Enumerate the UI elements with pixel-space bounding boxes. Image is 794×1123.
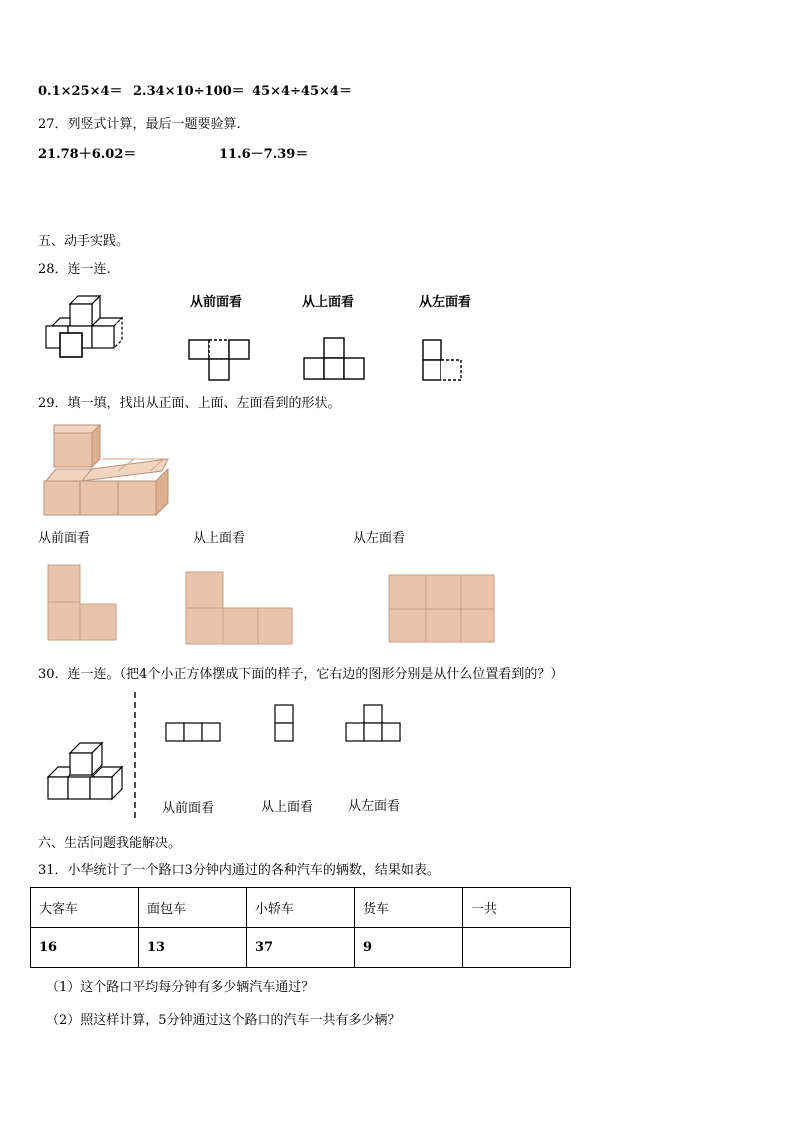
q30-title: 30．连一连。（把4个小正方体摆成下面的样子，它右边的图形分别是从什么位置看到的？） xyxy=(38,667,564,682)
q28-label-front: 从前面看 xyxy=(190,295,243,310)
q29-label-front: 从前面看 xyxy=(38,531,91,546)
q29-view-top xyxy=(186,572,296,646)
q30-view-b xyxy=(274,704,296,744)
q27-title: 27．列竖式计算，最后一题要验算. xyxy=(38,117,241,132)
expr-2: 2.34×10÷100＝ xyxy=(133,84,245,99)
q27-item-2: 11.6－7.39＝ xyxy=(219,147,309,162)
table-cell: 37 xyxy=(247,928,355,968)
table-cell: 面包车 xyxy=(139,888,247,928)
table-cell-total[interactable] xyxy=(463,928,571,968)
table-cell: 9 xyxy=(355,928,463,968)
expr-3: 45×4÷45×4＝ xyxy=(252,84,352,99)
q27-item-1: 21.78＋6.02＝ xyxy=(38,147,137,162)
q30-view-c xyxy=(345,704,403,744)
q30-divider xyxy=(134,692,138,820)
q30-view-a xyxy=(165,722,223,744)
section-six-heading: 六、生活问题我能解决。 xyxy=(38,836,182,851)
q30-cube-figure xyxy=(46,743,126,801)
table-header-row xyxy=(31,888,571,928)
section-five-heading: 五、动手实践。 xyxy=(38,234,130,249)
q30-label-left: 从左面看 xyxy=(348,799,401,814)
table-cell: 小轿车 xyxy=(247,888,355,928)
q28-view-b xyxy=(304,336,368,382)
q31-sub1: （1）这个路口平均每分钟有多少辆汽车通过？ xyxy=(46,980,315,995)
table-cell: 大客车 xyxy=(31,888,139,928)
table-cell: 16 xyxy=(31,928,139,968)
expr-1: 0.1×25×4＝ xyxy=(38,84,123,99)
q29-label-top: 从上面看 xyxy=(193,531,246,546)
q28-label-left: 从左面看 xyxy=(419,295,472,310)
table-cell: 货车 xyxy=(355,888,463,928)
q29-title: 29．填一填，找出从正面、上面、左面看到的形状。 xyxy=(38,396,341,411)
vehicle-count-table xyxy=(30,887,571,968)
q28-view-c xyxy=(421,338,465,382)
table-cell: 一共 xyxy=(463,888,571,928)
table-row xyxy=(31,928,571,968)
table-cell: 13 xyxy=(139,928,247,968)
q28-cube-figure xyxy=(44,296,124,358)
q30-label-front: 从前面看 xyxy=(162,801,215,816)
q29-label-left: 从左面看 xyxy=(353,531,406,546)
q28-label-top: 从上面看 xyxy=(302,295,355,310)
q29-view-front xyxy=(48,565,118,643)
q29-cube-figure xyxy=(44,425,172,517)
q31-title: 31．小华统计了一个路口3分钟内通过的各种汽车的辆数，结果如表。 xyxy=(38,863,440,878)
q28-title: 28．连一连. xyxy=(38,262,111,277)
q30-label-top: 从上面看 xyxy=(261,800,314,815)
q31-sub2: （2）照这样计算，5分钟通过这个路口的汽车一共有多少辆？ xyxy=(46,1013,401,1028)
q29-view-left xyxy=(389,575,497,645)
q28-view-a xyxy=(189,338,253,382)
